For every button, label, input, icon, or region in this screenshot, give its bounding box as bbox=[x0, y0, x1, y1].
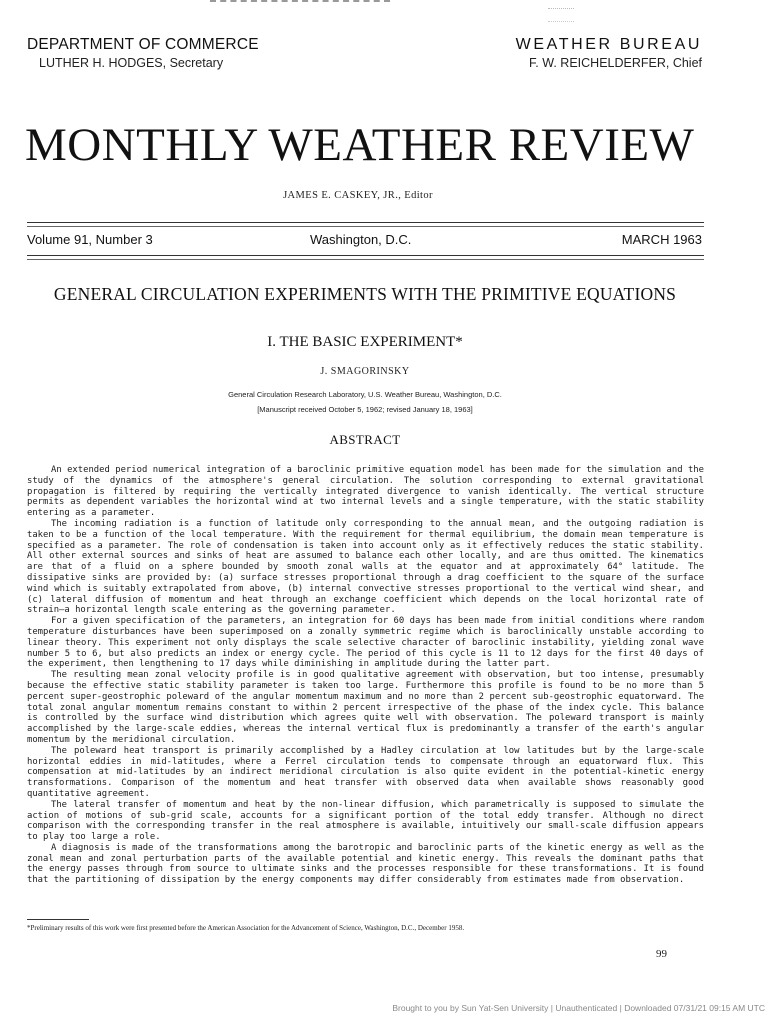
chief-name: F. W. REICHELDERFER, Chief bbox=[529, 56, 702, 70]
abstract-paragraph: The poleward heat transport is primarily accomplished by a Hadley circulation at low latitudes but by the large-scale horizontal eddies in mid-latitudes, where a Ferrel circulation tends to compensate through an equatorward flux. This compensation at mid-latitudes by an indirect meridional circulation is also quite evident in the potential-kinetic energy transformations. Comparison of the momentum and heat transfer with observed data when available shows reasonably good quantitative agreement. bbox=[27, 745, 704, 799]
article-title: GENERAL CIRCULATION EXPERIMENTS WITH THE PRIMITIVE EQUATIONS bbox=[53, 284, 677, 304]
page-number: 99 bbox=[656, 948, 667, 960]
scan-artifact bbox=[548, 8, 574, 22]
footnote-rule bbox=[27, 919, 89, 920]
abstract-paragraph: The lateral transfer of momentum and heat by the non-linear diffusion, which parametrically is supposed to simulate the action of motions of sub-grid scale, accounts for a significant portion of the total eddy transfer. Although no direct comparison with the corresponding transfer in the real atmosphere is available, intuitively our small-scale diffusion appears to play too large a role. bbox=[27, 799, 704, 843]
issue-rule-bottom bbox=[27, 255, 704, 260]
article-part: I. THE BASIC EXPERIMENT* bbox=[267, 334, 463, 350]
department-name: DEPARTMENT OF COMMERCE bbox=[27, 36, 259, 53]
article-author: J. SMAGORINSKY bbox=[320, 366, 410, 377]
manuscript-dates: [Manuscript received October 5, 1962; revised January 18, 1963] bbox=[257, 405, 473, 414]
abstract-paragraph: The incoming radiation is a function of latitude only corresponding to the annual mean, and the outgoing radiation is taken to be a function of the local temperature. With the requirement for thermal equilibrium, the domain mean temperature is specified as a parameter. The role of condensation is taken into account only as it effectively reduces the static stability. All other external sources and sinks of heat are assumed to balance each other locally, and are thus omitted. The kinematics are that of a fluid on a sphere bounded by smooth zonal walls at the equator and at approximately 64° latitude. The dissipative sinks are provided by: (a) surface stresses proportional through a drag coefficient to the square of the surface wind which is suitably extrapolated from above, (b) internal convective stresses proportional to the vertical wind shear, and (c) lateral diffusion of momentum and heat through an exchange coefficient which depends on the local horizontal rate of strain—a horizontal length scale entering as the governing parameter. bbox=[27, 518, 704, 616]
issue-rule-top bbox=[27, 222, 704, 227]
top-edge-rule bbox=[210, 0, 390, 4]
abstract-paragraph: For a given specification of the parameters, an integration for 60 days has been made from initial conditions where random temperature disturbances have been superimposed on a zonally symmetric regime which is baroclinically unstable according to linear theory. This experiment not only displays the scale selective character of baroclinic instability, yielding zonal wave number 5 to 6, but also predicts an index or energy cycle. The period of this cycle is 11 to 12 days for the first 40 days of the experiment, then lengthening to 17 days while diminishing in amplitude during the latter part. bbox=[27, 616, 704, 670]
bureau-name: WEATHER BUREAU bbox=[515, 36, 702, 53]
volume-number: Volume 91, Number 3 bbox=[27, 232, 153, 247]
abstract-paragraph: The resulting mean zonal velocity profile is in good qualitative agreement with observation, but too intense, presumably because the effective static stability parameter is taken too large. Furthermore this profile is found to be no more than 5 percent super-geostrophic poleward of the angular momentum maximum and no more than 2 percent sub-geostrophic equatorward. The total zonal angular momentum remains constant to within 2 percent irrespective of the phase of the index cycle. This balance is controlled by the surface wind distribution which agrees quite well with observation. The poleward transport is mainly accomplished by the large-scale eddies, whereas the internal vertical flux is predominantly a transfer of the earth's angular momentum by the meridional circulation. bbox=[27, 670, 704, 745]
footnote: *Preliminary results of this work were first presented before the American Association for the Advancement of Science, Washington, D.C., December 1958. bbox=[27, 924, 465, 932]
secretary-name: LUTHER H. HODGES, Secretary bbox=[39, 56, 224, 70]
journal-title: MONTHLY WEATHER REVIEW bbox=[25, 119, 695, 171]
author-affiliation: General Circulation Research Laboratory, U.S. Weather Bureau, Washington, D.C. bbox=[228, 390, 502, 399]
editor-line: JAMES E. CASKEY, JR., Editor bbox=[283, 190, 433, 201]
abstract-paragraph: An extended period numerical integration of a baroclinic primitive equation model has been made for the simulation and the study of the dynamics of the atmosphere's general circulation. The solution corresponding to external gravitational propagation is filtered by requiring the vertically integrated divergence to vanish identically. The vertical structure permits as dependent variables the horizontal wind at two internal levels and a single temperature, with the static stability entering as a parameter. bbox=[27, 465, 704, 519]
abstract-paragraph: A diagnosis is made of the transformations among the barotropic and baroclinic parts of the kinetic energy as well as the zonal mean and zonal perturbation parts of the available potential and kinetic energy. This reveals the dominant paths that the energy passes through from source to ultimate sinks and the processes responsible for these transformations. It is found that the partitioning of dissipation by the energy components may differ considerably from estimates made from observation. bbox=[27, 842, 704, 886]
abstract-body bbox=[27, 465, 704, 886]
download-notice: Brought to you by Sun Yat-Sen University | Unauthenticated | Downloaded 07/31/21 09:15 AM UTC bbox=[392, 1003, 765, 1013]
abstract-heading: ABSTRACT bbox=[329, 432, 401, 447]
publication-place: Washington, D.C. bbox=[310, 232, 412, 247]
issue-date: MARCH 1963 bbox=[621, 232, 702, 247]
header-left bbox=[27, 36, 259, 70]
header-right bbox=[516, 36, 702, 70]
